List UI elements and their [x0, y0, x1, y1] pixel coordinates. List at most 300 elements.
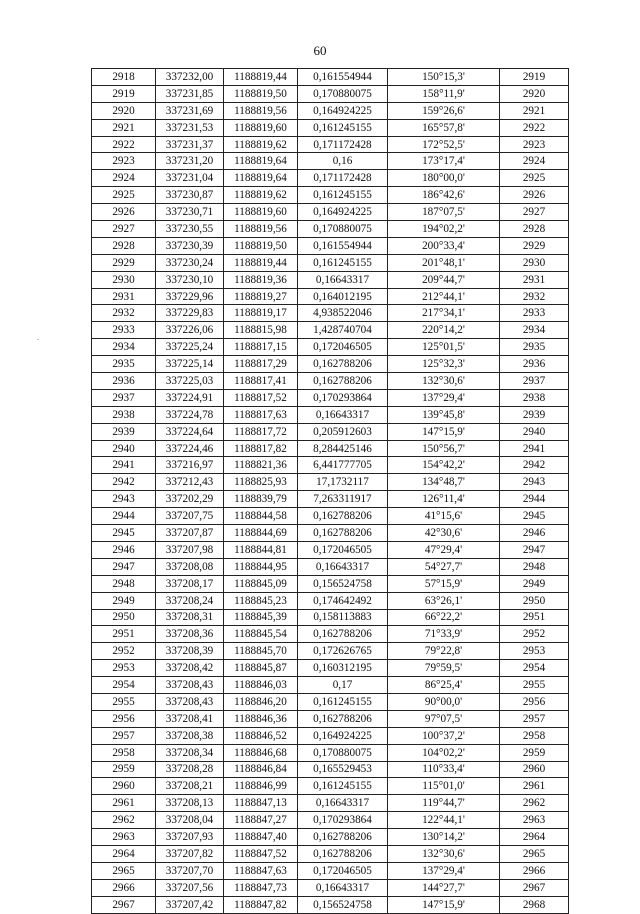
distance-cell: 0,16643317 [298, 879, 388, 896]
x-coordinate-cell: 337207,93 [156, 829, 224, 846]
direction-angle-cell: 180°00,0' [388, 170, 500, 187]
y-coordinate-cell: 1188819,56 [224, 102, 298, 119]
point-number-cell: 2951 [92, 626, 156, 643]
y-coordinate-cell: 1188817,72 [224, 423, 298, 440]
x-coordinate-cell: 337224,91 [156, 389, 224, 406]
next-point-cell: 2966 [500, 862, 569, 879]
distance-cell: 0,164924225 [298, 102, 388, 119]
distance-cell: 0,164012195 [298, 288, 388, 305]
direction-angle-cell: 104°02,2' [388, 744, 500, 761]
next-point-cell: 2943 [500, 474, 569, 491]
direction-angle-cell: 125°32,3' [388, 356, 500, 373]
point-number-cell: 2954 [92, 677, 156, 694]
distance-cell: 0,162788206 [298, 626, 388, 643]
table-row [92, 812, 569, 829]
next-point-cell: 2963 [500, 812, 569, 829]
distance-cell: 0,171172428 [298, 170, 388, 187]
point-number-cell: 2934 [92, 339, 156, 356]
distance-cell: 0,205912603 [298, 423, 388, 440]
distance-cell: 0,16 [298, 153, 388, 170]
distance-cell: 0,161554944 [298, 69, 388, 86]
x-coordinate-cell: 337230,24 [156, 254, 224, 271]
point-number-cell: 2936 [92, 373, 156, 390]
distance-cell: 0,160312195 [298, 660, 388, 677]
y-coordinate-cell: 1188846,03 [224, 677, 298, 694]
y-coordinate-cell: 1188825,93 [224, 474, 298, 491]
table-row [92, 254, 569, 271]
x-coordinate-cell: 337208,36 [156, 626, 224, 643]
direction-angle-cell: 119°44,7' [388, 795, 500, 812]
distance-cell: 0,17 [298, 677, 388, 694]
point-number-cell: 2953 [92, 660, 156, 677]
y-coordinate-cell: 1188846,36 [224, 710, 298, 727]
direction-angle-cell: 41°15,6' [388, 508, 500, 525]
direction-angle-cell: 134°48,7' [388, 474, 500, 491]
table-row [92, 609, 569, 626]
next-point-cell: 2929 [500, 237, 569, 254]
y-coordinate-cell: 1188845,23 [224, 592, 298, 609]
point-number-cell: 2947 [92, 558, 156, 575]
y-coordinate-cell: 1188845,54 [224, 626, 298, 643]
next-point-cell: 2931 [500, 271, 569, 288]
direction-angle-cell: 47°29,4' [388, 541, 500, 558]
point-number-cell: 2962 [92, 812, 156, 829]
y-coordinate-cell: 1188817,15 [224, 339, 298, 356]
next-point-cell: 2965 [500, 845, 569, 862]
y-coordinate-cell: 1188845,39 [224, 609, 298, 626]
point-number-cell: 2956 [92, 710, 156, 727]
y-coordinate-cell: 1188819,60 [224, 119, 298, 136]
point-number-cell: 2929 [92, 254, 156, 271]
distance-cell: 0,162788206 [298, 525, 388, 542]
x-coordinate-cell: 337202,29 [156, 491, 224, 508]
direction-angle-cell: 66°22,2' [388, 609, 500, 626]
point-number-cell: 2937 [92, 389, 156, 406]
distance-cell: 0,161245155 [298, 254, 388, 271]
point-number-cell: 2958 [92, 744, 156, 761]
table-row [92, 305, 569, 322]
distance-cell: 0,161245155 [298, 119, 388, 136]
point-number-cell: 2932 [92, 305, 156, 322]
y-coordinate-cell: 1188819,64 [224, 153, 298, 170]
table-row [92, 744, 569, 761]
point-number-cell: 2945 [92, 525, 156, 542]
direction-angle-cell: 132°30,6' [388, 845, 500, 862]
table-row [92, 288, 569, 305]
table-row [92, 862, 569, 879]
next-point-cell: 2946 [500, 525, 569, 542]
direction-angle-cell: 144°27,7' [388, 879, 500, 896]
distance-cell: 0,161245155 [298, 778, 388, 795]
next-point-cell: 2921 [500, 102, 569, 119]
y-coordinate-cell: 1188815,98 [224, 322, 298, 339]
point-number-cell: 2939 [92, 423, 156, 440]
x-coordinate-cell: 337207,70 [156, 862, 224, 879]
point-number-cell: 2965 [92, 862, 156, 879]
point-number-cell: 2923 [92, 153, 156, 170]
table-row [92, 85, 569, 102]
next-point-cell: 2922 [500, 119, 569, 136]
direction-angle-cell: 137°29,4' [388, 862, 500, 879]
y-coordinate-cell: 1188844,58 [224, 508, 298, 525]
point-number-cell: 2955 [92, 693, 156, 710]
table-row [92, 187, 569, 204]
next-point-cell: 2927 [500, 204, 569, 221]
direction-angle-cell: 100°37,2' [388, 727, 500, 744]
direction-angle-cell: 165°57,8' [388, 119, 500, 136]
distance-cell: 0,172046505 [298, 541, 388, 558]
distance-cell: 0,162788206 [298, 845, 388, 862]
direction-angle-cell: 71°33,9' [388, 626, 500, 643]
y-coordinate-cell: 1188846,20 [224, 693, 298, 710]
next-point-cell: 2967 [500, 879, 569, 896]
table-row [92, 845, 569, 862]
point-number-cell: 2959 [92, 761, 156, 778]
next-point-cell: 2923 [500, 136, 569, 153]
point-number-cell: 2950 [92, 609, 156, 626]
y-coordinate-cell: 1188847,40 [224, 829, 298, 846]
x-coordinate-cell: 337224,46 [156, 440, 224, 457]
point-number-cell: 2931 [92, 288, 156, 305]
table-row [92, 322, 569, 339]
table-row [92, 356, 569, 373]
distance-cell: 0,162788206 [298, 508, 388, 525]
distance-cell: 0,16643317 [298, 795, 388, 812]
point-number-cell: 2927 [92, 221, 156, 238]
direction-angle-cell: 122°44,1' [388, 812, 500, 829]
direction-angle-cell: 125°01,5' [388, 339, 500, 356]
direction-angle-cell: 173°17,4' [388, 153, 500, 170]
next-point-cell: 2954 [500, 660, 569, 677]
distance-cell: 0,162788206 [298, 710, 388, 727]
distance-cell: 0,16643317 [298, 406, 388, 423]
y-coordinate-cell: 1188819,17 [224, 305, 298, 322]
table-row [92, 102, 569, 119]
direction-angle-cell: 150°56,7' [388, 440, 500, 457]
y-coordinate-cell: 1188846,84 [224, 761, 298, 778]
y-coordinate-cell: 1188817,63 [224, 406, 298, 423]
x-coordinate-cell: 337208,17 [156, 575, 224, 592]
next-point-cell: 2955 [500, 677, 569, 694]
point-number-cell: 2946 [92, 541, 156, 558]
point-number-cell: 2957 [92, 727, 156, 744]
y-coordinate-cell: 1188817,52 [224, 389, 298, 406]
point-number-cell: 2926 [92, 204, 156, 221]
direction-angle-cell: 200°33,4' [388, 237, 500, 254]
distance-cell: 8,284425146 [298, 440, 388, 457]
direction-angle-cell: 217°34,1' [388, 305, 500, 322]
y-coordinate-cell: 1188847,52 [224, 845, 298, 862]
x-coordinate-cell: 337208,42 [156, 660, 224, 677]
next-point-cell: 2941 [500, 440, 569, 457]
x-coordinate-cell: 337225,24 [156, 339, 224, 356]
direction-angle-cell: 220°14,2' [388, 322, 500, 339]
y-coordinate-cell: 1188819,56 [224, 221, 298, 238]
y-coordinate-cell: 1188845,70 [224, 643, 298, 660]
x-coordinate-cell: 337230,39 [156, 237, 224, 254]
y-coordinate-cell: 1188845,09 [224, 575, 298, 592]
direction-angle-cell: 132°30,6' [388, 373, 500, 390]
next-point-cell: 2933 [500, 305, 569, 322]
x-coordinate-cell: 337225,03 [156, 373, 224, 390]
next-point-cell: 2951 [500, 609, 569, 626]
direction-angle-cell: 126°11,4' [388, 491, 500, 508]
distance-cell: 4,938522046 [298, 305, 388, 322]
point-number-cell: 2942 [92, 474, 156, 491]
distance-cell: 0,164924225 [298, 204, 388, 221]
table-row [92, 508, 569, 525]
distance-cell: 7,263311917 [298, 491, 388, 508]
x-coordinate-cell: 337230,10 [156, 271, 224, 288]
x-coordinate-cell: 337231,37 [156, 136, 224, 153]
point-number-cell: 2919 [92, 85, 156, 102]
table-row [92, 626, 569, 643]
x-coordinate-cell: 337208,04 [156, 812, 224, 829]
table-row [92, 829, 569, 846]
coordinates-table-body [92, 69, 569, 914]
next-point-cell: 2960 [500, 761, 569, 778]
next-point-cell: 2962 [500, 795, 569, 812]
y-coordinate-cell: 1188819,44 [224, 69, 298, 86]
x-coordinate-cell: 337212,43 [156, 474, 224, 491]
table-row [92, 677, 569, 694]
next-point-cell: 2932 [500, 288, 569, 305]
x-coordinate-cell: 337232,00 [156, 69, 224, 86]
x-coordinate-cell: 337208,08 [156, 558, 224, 575]
table-row [92, 237, 569, 254]
next-point-cell: 2950 [500, 592, 569, 609]
distance-cell: 0,165529453 [298, 761, 388, 778]
distance-cell: 0,170293864 [298, 812, 388, 829]
y-coordinate-cell: 1188819,50 [224, 237, 298, 254]
x-coordinate-cell: 337208,21 [156, 778, 224, 795]
x-coordinate-cell: 337208,24 [156, 592, 224, 609]
point-number-cell: 2948 [92, 575, 156, 592]
next-point-cell: 2953 [500, 643, 569, 660]
point-number-cell: 2967 [92, 896, 156, 913]
point-number-cell: 2964 [92, 845, 156, 862]
point-number-cell: 2938 [92, 406, 156, 423]
y-coordinate-cell: 1188847,73 [224, 879, 298, 896]
x-coordinate-cell: 337208,43 [156, 693, 224, 710]
distance-cell: 0,161554944 [298, 237, 388, 254]
direction-angle-cell: 194°02,2' [388, 221, 500, 238]
distance-cell: 0,162788206 [298, 373, 388, 390]
next-point-cell: 2968 [500, 896, 569, 913]
table-row [92, 271, 569, 288]
y-coordinate-cell: 1188844,81 [224, 541, 298, 558]
y-coordinate-cell: 1188847,63 [224, 862, 298, 879]
x-coordinate-cell: 337208,41 [156, 710, 224, 727]
point-number-cell: 2933 [92, 322, 156, 339]
table-row [92, 69, 569, 86]
point-number-cell: 2943 [92, 491, 156, 508]
next-point-cell: 2947 [500, 541, 569, 558]
table-row [92, 592, 569, 609]
x-coordinate-cell: 337229,83 [156, 305, 224, 322]
y-coordinate-cell: 1188844,69 [224, 525, 298, 542]
x-coordinate-cell: 337226,06 [156, 322, 224, 339]
direction-angle-cell: 97°07,5' [388, 710, 500, 727]
x-coordinate-cell: 337208,38 [156, 727, 224, 744]
x-coordinate-cell: 337231,20 [156, 153, 224, 170]
next-point-cell: 2936 [500, 356, 569, 373]
next-point-cell: 2920 [500, 85, 569, 102]
table-row [92, 457, 569, 474]
y-coordinate-cell: 1188846,68 [224, 744, 298, 761]
next-point-cell: 2957 [500, 710, 569, 727]
x-coordinate-cell: 337231,04 [156, 170, 224, 187]
direction-angle-cell: 172°52,5' [388, 136, 500, 153]
distance-cell: 0,172046505 [298, 339, 388, 356]
x-coordinate-cell: 337231,85 [156, 85, 224, 102]
table-row [92, 727, 569, 744]
y-coordinate-cell: 1188817,82 [224, 440, 298, 457]
table-row [92, 373, 569, 390]
x-coordinate-cell: 337224,64 [156, 423, 224, 440]
y-coordinate-cell: 1188819,62 [224, 136, 298, 153]
point-number-cell: 2935 [92, 356, 156, 373]
table-row [92, 406, 569, 423]
x-coordinate-cell: 337208,28 [156, 761, 224, 778]
table-row [92, 474, 569, 491]
x-coordinate-cell: 337207,42 [156, 896, 224, 913]
table-row [92, 761, 569, 778]
y-coordinate-cell: 1188819,60 [224, 204, 298, 221]
distance-cell: 17,1732117 [298, 474, 388, 491]
distance-cell: 0,16643317 [298, 271, 388, 288]
y-coordinate-cell: 1188846,99 [224, 778, 298, 795]
x-coordinate-cell: 337231,69 [156, 102, 224, 119]
distance-cell: 0,170880075 [298, 221, 388, 238]
direction-angle-cell: 187°07,5' [388, 204, 500, 221]
y-coordinate-cell: 1188847,27 [224, 812, 298, 829]
table-row [92, 575, 569, 592]
direction-angle-cell: 201°48,1' [388, 254, 500, 271]
next-point-cell: 2942 [500, 457, 569, 474]
point-number-cell: 2922 [92, 136, 156, 153]
y-coordinate-cell: 1188817,41 [224, 373, 298, 390]
next-point-cell: 2939 [500, 406, 569, 423]
x-coordinate-cell: 337208,39 [156, 643, 224, 660]
next-point-cell: 2924 [500, 153, 569, 170]
next-point-cell: 2944 [500, 491, 569, 508]
table-row [92, 879, 569, 896]
next-point-cell: 2926 [500, 187, 569, 204]
x-coordinate-cell: 337207,87 [156, 525, 224, 542]
distance-cell: 0,164924225 [298, 727, 388, 744]
direction-angle-cell: 79°22,8' [388, 643, 500, 660]
point-number-cell: 2949 [92, 592, 156, 609]
point-number-cell: 2924 [92, 170, 156, 187]
distance-cell: 0,170293864 [298, 389, 388, 406]
x-coordinate-cell: 337216,97 [156, 457, 224, 474]
table-row [92, 440, 569, 457]
distance-cell: 0,172626765 [298, 643, 388, 660]
y-coordinate-cell: 1188847,82 [224, 896, 298, 913]
next-point-cell: 2948 [500, 558, 569, 575]
direction-angle-cell: 158°11,9' [388, 85, 500, 102]
table-row [92, 491, 569, 508]
direction-angle-cell: 115°01,0' [388, 778, 500, 795]
table-row [92, 153, 569, 170]
x-coordinate-cell: 337207,56 [156, 879, 224, 896]
distance-cell: 6,441777705 [298, 457, 388, 474]
table-row [92, 525, 569, 542]
point-number-cell: 2941 [92, 457, 156, 474]
distance-cell: 0,162788206 [298, 829, 388, 846]
margin-mark: . [37, 333, 39, 342]
table-row [92, 170, 569, 187]
x-coordinate-cell: 337207,82 [156, 845, 224, 862]
x-coordinate-cell: 337230,55 [156, 221, 224, 238]
distance-cell: 1,428740704 [298, 322, 388, 339]
distance-cell: 0,162788206 [298, 356, 388, 373]
table-row [92, 423, 569, 440]
next-point-cell: 2930 [500, 254, 569, 271]
next-point-cell: 2940 [500, 423, 569, 440]
point-number-cell: 2918 [92, 69, 156, 86]
table-row [92, 558, 569, 575]
next-point-cell: 2919 [500, 69, 569, 86]
point-number-cell: 2966 [92, 879, 156, 896]
next-point-cell: 2961 [500, 778, 569, 795]
table-row [92, 204, 569, 221]
direction-angle-cell: 54°27,7' [388, 558, 500, 575]
y-coordinate-cell: 1188846,52 [224, 727, 298, 744]
direction-angle-cell: 209°44,7' [388, 271, 500, 288]
point-number-cell: 2940 [92, 440, 156, 457]
next-point-cell: 2952 [500, 626, 569, 643]
direction-angle-cell: 57°15,9' [388, 575, 500, 592]
distance-cell: 0,156524758 [298, 896, 388, 913]
table-row [92, 795, 569, 812]
point-number-cell: 2963 [92, 829, 156, 846]
direction-angle-cell: 90°00,0' [388, 693, 500, 710]
x-coordinate-cell: 337224,78 [156, 406, 224, 423]
x-coordinate-cell: 337208,13 [156, 795, 224, 812]
next-point-cell: 2964 [500, 829, 569, 846]
direction-angle-cell: 212°44,1' [388, 288, 500, 305]
y-coordinate-cell: 1188819,36 [224, 271, 298, 288]
y-coordinate-cell: 1188845,87 [224, 660, 298, 677]
y-coordinate-cell: 1188819,62 [224, 187, 298, 204]
point-number-cell: 2961 [92, 795, 156, 812]
table-row [92, 221, 569, 238]
table-row [92, 389, 569, 406]
distance-cell: 0,172046505 [298, 862, 388, 879]
y-coordinate-cell: 1188847,13 [224, 795, 298, 812]
distance-cell: 0,16643317 [298, 558, 388, 575]
next-point-cell: 2945 [500, 508, 569, 525]
x-coordinate-cell: 337231,53 [156, 119, 224, 136]
table-row [92, 541, 569, 558]
distance-cell: 0,158113883 [298, 609, 388, 626]
table-row [92, 119, 569, 136]
x-coordinate-cell: 337208,34 [156, 744, 224, 761]
direction-angle-cell: 150°15,3' [388, 69, 500, 86]
direction-angle-cell: 63°26,1' [388, 592, 500, 609]
x-coordinate-cell: 337208,31 [156, 609, 224, 626]
point-number-cell: 2920 [92, 102, 156, 119]
x-coordinate-cell: 337230,87 [156, 187, 224, 204]
table-row [92, 778, 569, 795]
x-coordinate-cell: 337229,96 [156, 288, 224, 305]
point-number-cell: 2952 [92, 643, 156, 660]
distance-cell: 0,171172428 [298, 136, 388, 153]
direction-angle-cell: 86°25,4' [388, 677, 500, 694]
y-coordinate-cell: 1188817,29 [224, 356, 298, 373]
